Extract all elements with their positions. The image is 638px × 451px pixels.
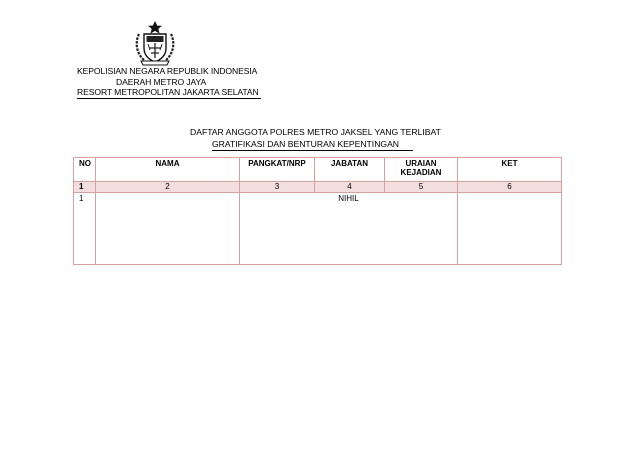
column-number: 1 (74, 182, 96, 193)
column-number: 4 (315, 182, 385, 193)
members-table (73, 157, 562, 265)
document-title (190, 126, 441, 151)
header-uraian-kejadian (385, 158, 458, 182)
table-row (74, 193, 562, 265)
header-nama: NAMA (96, 158, 240, 182)
org-name: KEPOLISIAN NEGARA REPUBLIK INDONESIA (77, 66, 258, 76)
header-jabatan: JABATAN (315, 158, 385, 182)
organization-header (77, 66, 261, 99)
title-line-1: DAFTAR ANGGOTA POLRES METRO JAKSEL YANG TERLIBAT (190, 127, 441, 137)
org-region: DAERAH METRO JAYA (116, 76, 207, 87)
header-uraian: URAIAN (405, 159, 437, 168)
column-number: 5 (385, 182, 458, 193)
header-no: NO (74, 158, 96, 182)
column-number: 6 (458, 182, 562, 193)
column-number: 3 (240, 182, 315, 193)
table-header-row (74, 158, 562, 182)
header-kejadian: KEJADIAN (400, 168, 442, 177)
row-no: 1 (74, 193, 96, 265)
row-empty-cell (458, 193, 562, 265)
org-unit: RESORT METROPOLITAN JAKARTA SELATAN (77, 87, 259, 97)
header-ket: KET (458, 158, 562, 182)
row-empty-cell (96, 193, 240, 265)
column-number-row (74, 182, 562, 193)
row-nihil: NIHIL (240, 193, 458, 265)
title-line-2: GRATIFIKASI DAN BENTURAN KEPENTINGAN (212, 138, 413, 151)
column-number: 2 (96, 182, 240, 193)
police-emblem-icon (132, 20, 178, 66)
header-pangkat-nrp: PANGKAT/NRP (240, 158, 315, 182)
